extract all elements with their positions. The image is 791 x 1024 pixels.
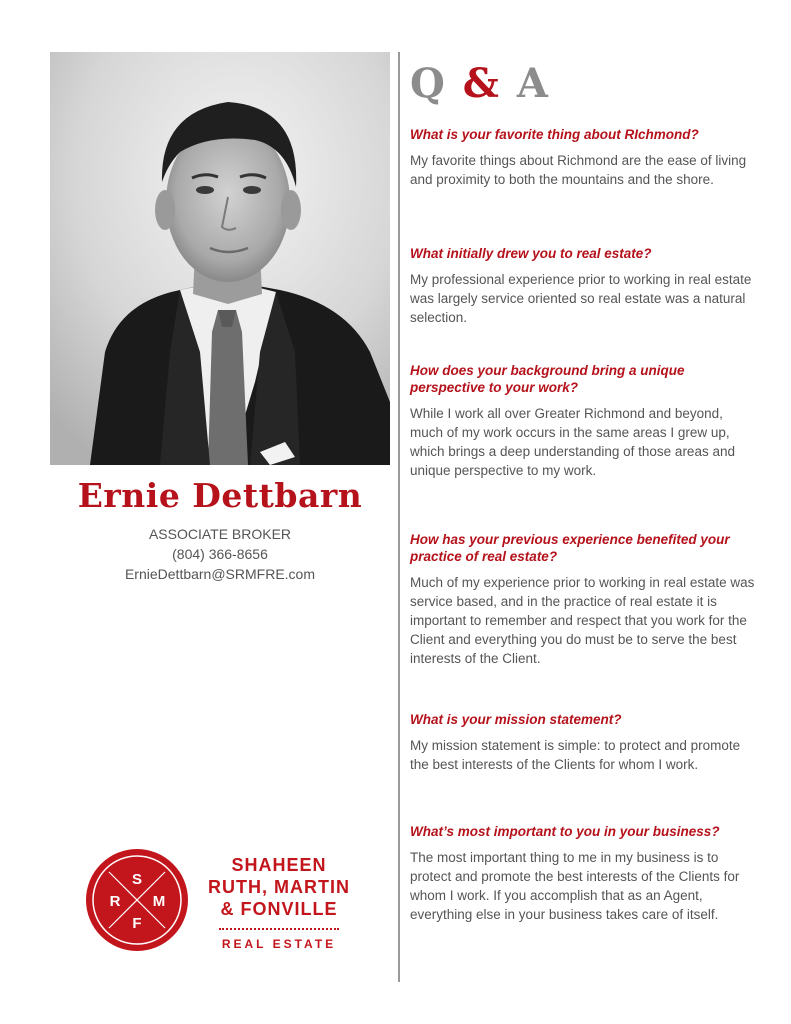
firm-line-2: RUTH, MARTIN bbox=[208, 877, 350, 897]
qa-item-1 bbox=[410, 126, 755, 189]
firm-subtitle: REAL ESTATE bbox=[221, 937, 337, 951]
firm-wordmark bbox=[199, 854, 359, 952]
answer: My favorite things about Richmond are the ease of living and proximity to both the mountains and the shore. bbox=[410, 153, 747, 187]
qa-item-6 bbox=[410, 823, 755, 924]
answer: Much of my experience prior to working in real estate was service based, and in the practice of real estate it is important to remember and respect that you work for the Client and everything you do must be to serve the best interests of the Client. bbox=[410, 575, 755, 666]
firm-dotted-rule bbox=[219, 928, 339, 930]
qa-heading-amp: & bbox=[462, 60, 501, 107]
contact-block bbox=[50, 524, 390, 584]
question: What is your mission statement? bbox=[410, 712, 622, 727]
question: What is your favorite thing about RIchmond? bbox=[410, 127, 699, 142]
question: How does your background bring a unique perspective to your work? bbox=[410, 363, 685, 395]
qa-item-2 bbox=[410, 245, 755, 327]
qa-item-4 bbox=[410, 531, 755, 668]
column-divider bbox=[398, 52, 400, 982]
seal-letter-m: M bbox=[152, 893, 166, 910]
question: How has your previous experience benefited your practice of real estate? bbox=[410, 532, 730, 564]
seal-letter-f: F bbox=[132, 915, 142, 932]
question: What’s most important to you in your business? bbox=[410, 824, 720, 839]
qa-heading-q: Q bbox=[410, 60, 447, 107]
firm-line-1: SHAHEEN bbox=[231, 855, 327, 875]
qa-item-5 bbox=[410, 711, 755, 774]
agent-name: Ernie Dettbarn bbox=[77, 476, 363, 515]
seal-letter-s: S bbox=[131, 871, 143, 888]
srmf-seal-icon bbox=[85, 848, 189, 952]
qa-heading-a: A bbox=[516, 60, 550, 107]
agent-phone[interactable]: (804) 366-8656 bbox=[172, 546, 268, 562]
answer: My mission statement is simple: to protect and promote the best interests of the Clients for whom I work. bbox=[410, 738, 741, 772]
firm-line-3: & FONVILLE bbox=[220, 899, 338, 919]
agent-title: ASSOCIATE BROKER bbox=[148, 526, 292, 542]
answer: While I work all over Greater Richmond and beyond, much of my work occurs in the same areas I grew up, which brings a deep understanding of those areas and unique perspective to my work. bbox=[410, 406, 735, 478]
answer: The most important thing to me in my business is to protect and promote the best interests of the Clients for whom I work. If you accomplish that as an Agent, everything else in your business takes care of itself. bbox=[410, 850, 740, 922]
question: What initially drew you to real estate? bbox=[410, 246, 652, 261]
seal-letter-r: R bbox=[109, 893, 121, 910]
firm-logo bbox=[85, 848, 360, 958]
agent-email[interactable]: ErnieDettbarn@SRMFRE.com bbox=[124, 566, 316, 582]
qa-item-3 bbox=[410, 362, 755, 480]
qa-heading bbox=[410, 60, 550, 107]
answer: My professional experience prior to working in real estate was largely service oriented so real estate was a natural selection. bbox=[410, 272, 752, 325]
agent-photo bbox=[50, 52, 390, 465]
